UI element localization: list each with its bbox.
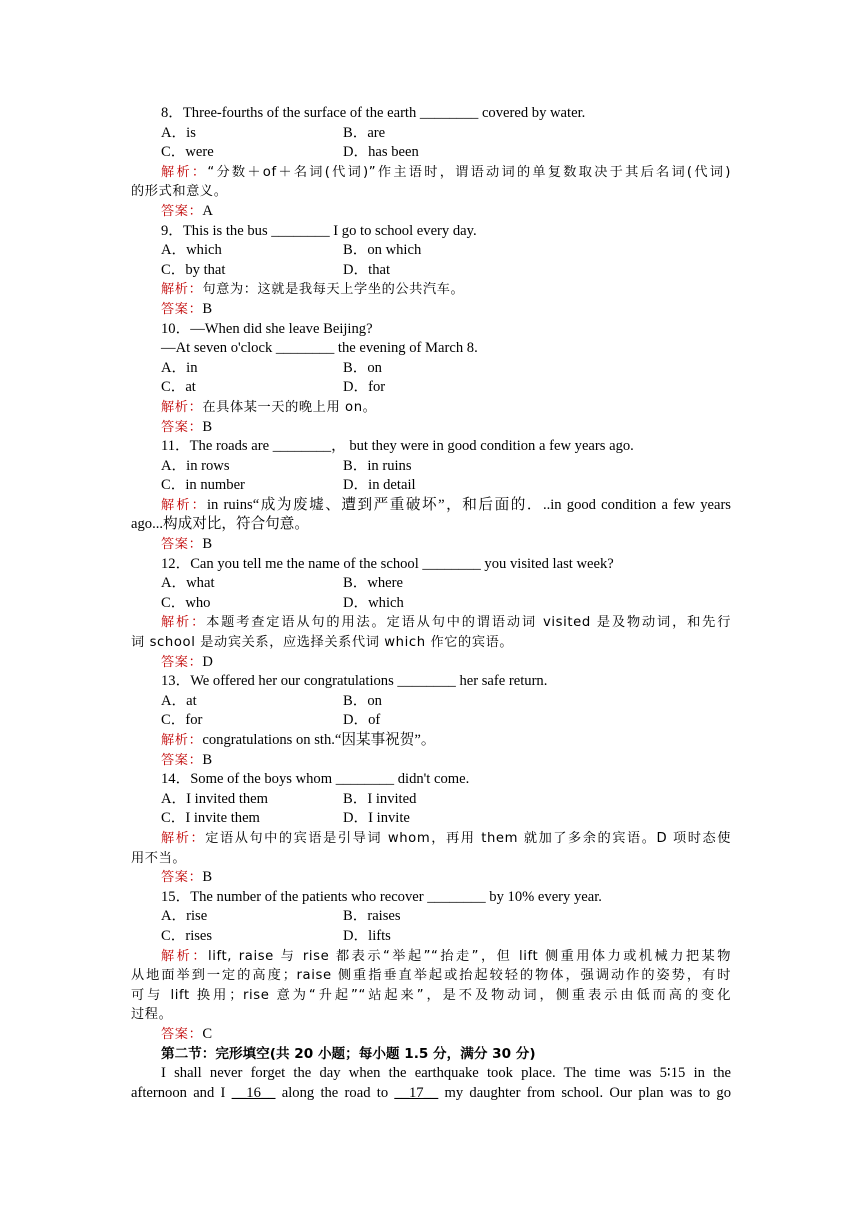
answer-value: B (202, 751, 213, 768)
answer-label: 答案： (161, 870, 203, 886)
option-b: B．raises (343, 908, 401, 925)
option-d: D．which (343, 594, 404, 611)
section-2-title: 第二节：完形填空(共 20 小题；每小题 1.5 分，满分 30 分) (161, 1045, 536, 1062)
cloze-text: afternoon and I (131, 1084, 232, 1101)
question-11-stem: 11．The roads are ________， but they were in good condition a few years ago. (161, 438, 634, 455)
analysis-label: 解析： (161, 399, 203, 415)
answer-label: 答案： (161, 654, 203, 670)
option-a: A．rise (161, 908, 208, 925)
answer-value: A (202, 202, 213, 219)
option-a: A．in (161, 359, 198, 376)
question-15-options-row-2 (131, 927, 731, 947)
cloze-text: along the road to (275, 1084, 395, 1101)
question-11-options-row-1 (131, 457, 731, 477)
question-12-stem: 12．Can you tell me the name of the school ________ you visited last week? (161, 555, 614, 572)
question-8-analysis (131, 163, 731, 183)
question-9-stem: 9．This is the bus ________ I go to school every day. (161, 222, 477, 239)
question-13-options-row-1 (131, 692, 731, 712)
question-12-answer (131, 653, 731, 673)
question-10-answer (131, 418, 731, 438)
option-c: C．I invite them (161, 810, 260, 827)
question-8-analysis-cont: 的形式和意义。 (131, 184, 228, 200)
answer-label: 答案： (161, 1026, 203, 1042)
option-d: D．I invite (343, 810, 410, 827)
question-14-options-row-1 (131, 790, 731, 810)
answer-label: 答案： (161, 301, 203, 317)
question-12-analysis-cont: 词 school 是动宾关系，应选择关系代词 which 作它的宾语。 (131, 635, 514, 651)
cloze-text: my daughter from school. Our plan was to go (438, 1084, 731, 1101)
option-a: A．in rows (161, 457, 230, 474)
question-10-stem-cont: —At seven o'clock ________ the evening of March 8. (161, 340, 478, 357)
option-c: C．at (161, 379, 196, 396)
question-9-options-row-2 (131, 261, 731, 281)
question-14-stem: 14．Some of the boys whom ________ didn't come. (161, 771, 470, 788)
answer-value: D (202, 653, 213, 670)
analysis-text: 定语从句中的宾语是引导词 whom，再用 them 就加了多余的宾语。D 项时态使 (205, 830, 731, 846)
option-a: A．at (161, 692, 197, 709)
analysis-label: 解析： (161, 282, 203, 298)
question-14-analysis (131, 829, 731, 849)
analysis-text: congratulations on sth.“因某事祝贺”。 (202, 732, 436, 748)
option-d: D．for (343, 379, 386, 396)
answer-value: B (202, 418, 213, 435)
question-8-options-row-1 (131, 124, 731, 144)
answer-label: 答案： (161, 537, 203, 553)
option-b: B．are (343, 124, 386, 141)
analysis-text: in ruins“成为废墟、遭到严重破坏”，和后面的．..in good condition a few years (206, 496, 731, 513)
option-c: C．who (161, 594, 211, 611)
question-14-options-row-2 (131, 809, 731, 829)
question-11-answer (131, 535, 731, 555)
option-c: C．were (161, 144, 214, 161)
option-c: C．rises (161, 927, 213, 944)
analysis-text: 本题考查定语从句的用法。定语从句中的谓语动词 visited 是及物动词，和先行 (206, 615, 731, 631)
question-10-analysis (131, 398, 731, 418)
option-c: C．for (161, 712, 203, 729)
question-15-options-row-1 (131, 907, 731, 927)
answer-label: 答案： (161, 752, 203, 768)
question-8-stem: 8．Three-fourths of the surface of the earth ________ covered by water. (161, 105, 586, 121)
option-c: C．in number (161, 477, 245, 494)
question-15-answer (131, 1025, 731, 1045)
option-c: C．by that (161, 261, 226, 278)
question-12-options-row-2 (131, 594, 731, 614)
question-9-analysis (131, 280, 731, 300)
analysis-text: “分数＋of＋名词(代词)”作主语时，谓语动词的单复数取决于其后名词(代词) (207, 164, 731, 180)
question-15-analysis-cont-1: 从地面举到一定的高度；raise 侧重指垂直举起或抬起较轻的物体，强调动作的姿势，有时 (131, 968, 731, 984)
option-d: D．in detail (343, 477, 416, 494)
option-b: B．where (343, 575, 403, 592)
question-10-options-row-1 (131, 359, 731, 379)
option-b: B．on which (343, 242, 422, 259)
answer-label: 答案： (161, 419, 203, 435)
option-d: D．has been (343, 144, 419, 161)
analysis-label: 解析： (161, 615, 207, 631)
option-b: B．in ruins (343, 457, 412, 474)
answer-label: 答案： (161, 203, 203, 219)
blank-16: __16__ (231, 1084, 276, 1101)
question-8-options-row-2 (131, 143, 731, 163)
question-11-analysis (131, 496, 731, 516)
option-b: B．on (343, 359, 382, 376)
answer-value: B (202, 869, 213, 886)
question-15-stem: 15．The number of the patients who recover ________ by 10% every year. (161, 888, 602, 905)
analysis-label: 解析： (161, 164, 208, 180)
answer-value: B (202, 300, 213, 317)
question-11-options-row-2 (131, 476, 731, 496)
question-9-answer (131, 300, 731, 320)
question-13-options-row-2 (131, 711, 731, 731)
question-10-stem: 10．—When did she leave Beijing? (161, 320, 373, 337)
option-a: A．is (161, 124, 196, 141)
option-b: B．I invited (343, 790, 417, 807)
analysis-label: 解析： (161, 830, 206, 846)
question-15-analysis-cont-3: 过程。 (131, 1007, 173, 1023)
question-11-analysis-cont: ago...构成对比，符合句意。 (131, 516, 309, 533)
question-14-answer (131, 868, 731, 888)
question-10-options-row-2 (131, 378, 731, 398)
option-d: D．that (343, 261, 391, 278)
answer-value: B (202, 536, 213, 553)
analysis-label: 解析： (161, 497, 207, 513)
option-d: D．lifts (343, 927, 391, 944)
question-8-answer (131, 202, 731, 222)
analysis-label: 解析： (161, 948, 208, 964)
question-12-options-row-1 (131, 574, 731, 594)
question-9-options-row-1 (131, 241, 731, 261)
option-a: A．what (161, 575, 215, 592)
answer-value: C (202, 1025, 213, 1042)
question-15-analysis-cont-2: 可与 lift 换用；rise 意为“升起”“站起来”，是不及物动词，侧重表示由低而高的变化 (131, 987, 731, 1003)
question-13-analysis (131, 731, 731, 751)
cloze-paragraph-line-1: I shall never forget the day when the earthquake took place. The time was 5∶15 in the (161, 1065, 731, 1082)
question-13-stem: 13．We offered her our congratulations ________ her safe return. (161, 673, 548, 690)
cloze-paragraph-line-2 (131, 1084, 731, 1104)
analysis-text: 在具体某一天的晚上用 on。 (202, 399, 377, 415)
option-d: D．of (343, 712, 381, 729)
question-12-analysis (131, 613, 731, 633)
question-15-analysis (131, 947, 731, 967)
question-14-analysis-cont: 用不当。 (131, 850, 187, 866)
option-b: B．on (343, 692, 382, 709)
document-content (131, 104, 731, 1103)
option-a: A．which (161, 242, 222, 259)
blank-17: __17__ (394, 1084, 439, 1101)
question-13-answer (131, 751, 731, 771)
analysis-label: 解析： (161, 733, 203, 748)
analysis-text: lift, raise 与 rise 都表示“举起”“抬走”，但 lift 侧重用体力或机械力把某物 (207, 948, 731, 964)
analysis-text: 句意为：这就是我每天上学坐的公共汽车。 (202, 282, 465, 298)
option-a: A．I invited them (161, 790, 269, 807)
